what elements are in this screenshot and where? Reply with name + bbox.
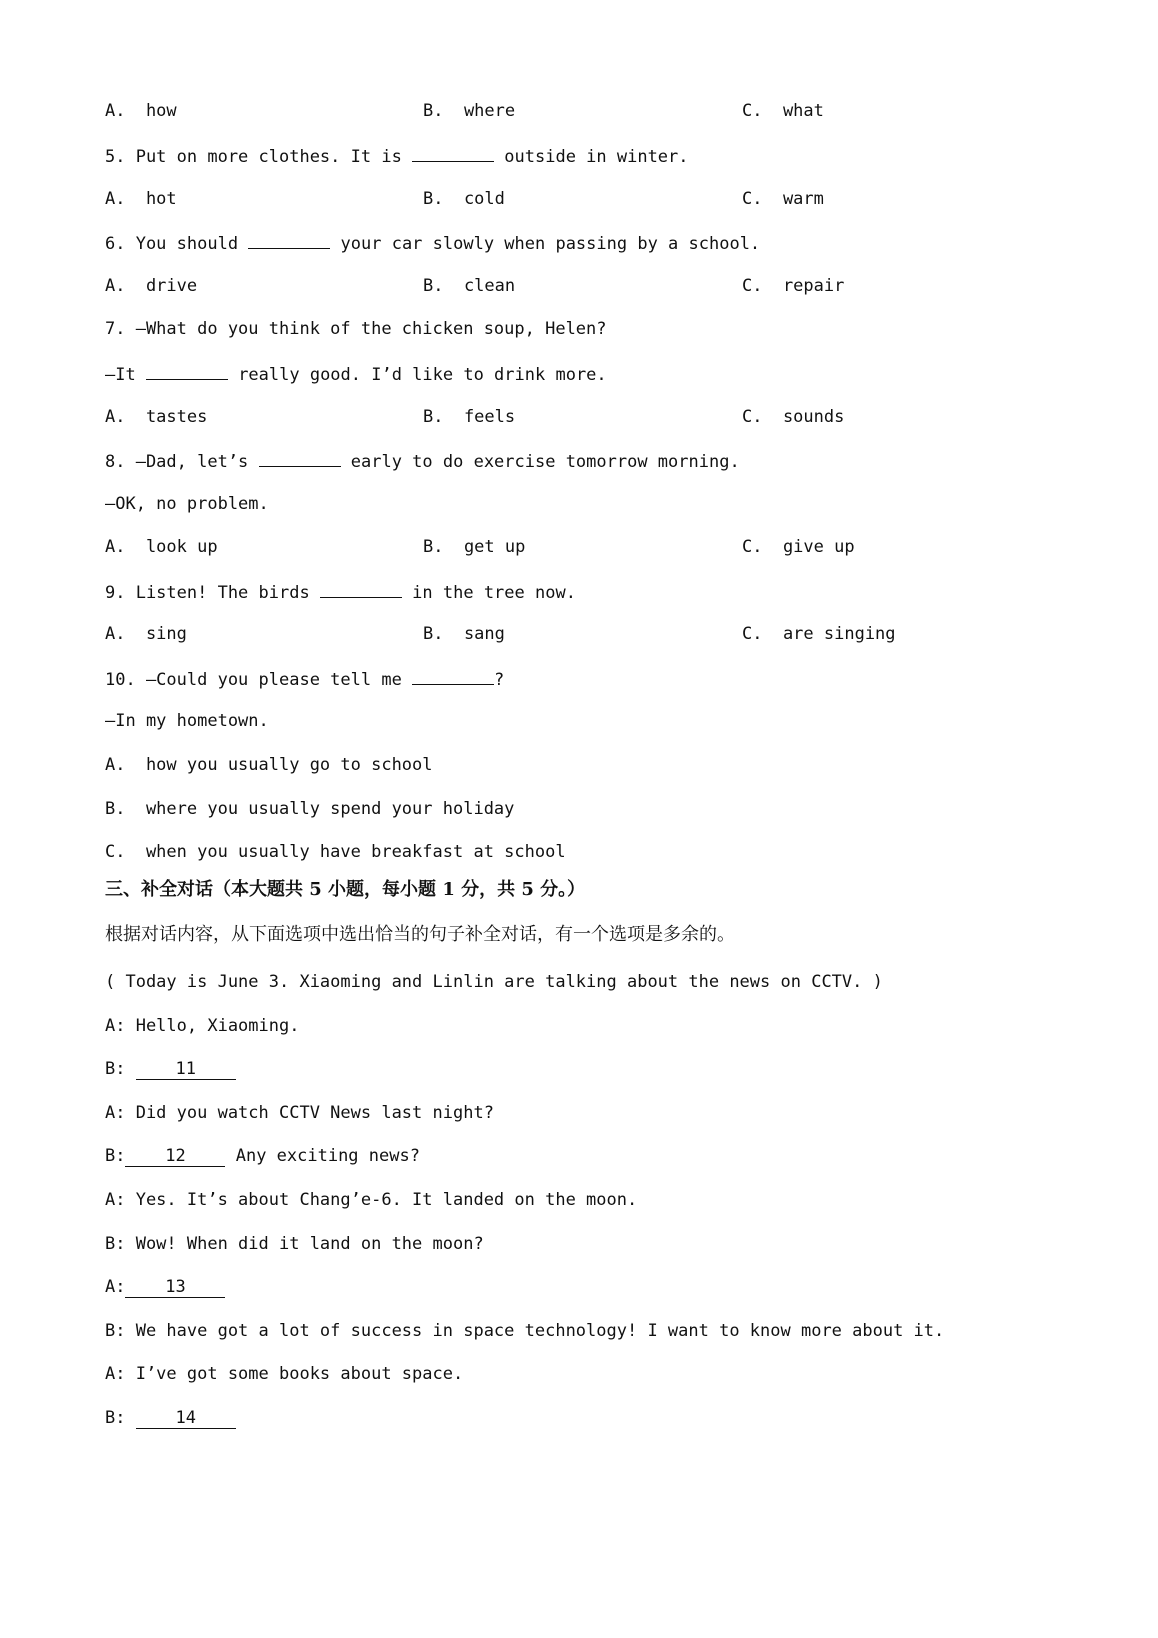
q7-option-a: A. tastes xyxy=(105,407,208,427)
dialogue-speaker-a: A: xyxy=(105,1277,126,1297)
q7-option-c: C. sounds xyxy=(742,407,845,427)
q9-stem xyxy=(105,580,576,604)
q8-option-b: B. get up xyxy=(423,537,526,557)
q6-blank xyxy=(248,231,330,249)
dialogue-line-6: B: Wow! When did it land on the moon? xyxy=(105,1234,484,1254)
q10-option-c: C. when you usually have breakfast at school xyxy=(105,842,566,862)
q6-stem xyxy=(105,231,760,255)
q5-text-before: 5. Put on more clothes. It is xyxy=(105,147,413,167)
q7-blank xyxy=(146,362,228,380)
q10-line1 xyxy=(105,667,504,691)
q5-option-b: B. cold xyxy=(423,189,505,209)
dialogue-line-8: B: We have got a lot of success in space technology! I want to know more about it. xyxy=(105,1321,945,1341)
q9-option-a: A. sing xyxy=(105,624,187,644)
q10-blank xyxy=(412,667,494,685)
dialogue-context: ( Today is June 3. Xiaoming and Linlin are talking about the news on CCTV. ) xyxy=(105,972,883,992)
q5-text-after: outside in winter. xyxy=(494,147,689,167)
q7-line2 xyxy=(105,362,607,386)
dialogue-speaker-b: B: xyxy=(105,1408,136,1428)
q4-option-a: A. how xyxy=(105,101,177,121)
q7-line1: 7. —What do you think of the chicken soup, Helen? xyxy=(105,319,607,339)
q5-option-a: A. hot xyxy=(105,189,177,209)
q6-text-before: 6. You should xyxy=(105,234,249,254)
q6-option-a: A. drive xyxy=(105,276,198,296)
q5-stem xyxy=(105,144,689,168)
q5-option-c: C. warm xyxy=(742,189,824,209)
dialogue-line-3: A: Did you watch CCTV News last night? xyxy=(105,1103,494,1123)
q10-text-before: 10. —Could you please tell me xyxy=(105,670,413,690)
dialogue-speaker-b: B: xyxy=(105,1146,126,1166)
q8-option-a: A. look up xyxy=(105,537,218,557)
q8-option-c: C. give up xyxy=(742,537,855,557)
q10-line2: —In my hometown. xyxy=(105,711,269,731)
q4-option-b: B. where xyxy=(423,101,516,121)
dialogue-line-4 xyxy=(105,1145,420,1167)
section3-instruction: 根据对话内容，从下面选项中选出恰当的句子补全对话，有一个选项是多余的。 xyxy=(105,924,735,945)
q9-option-b: B. sang xyxy=(423,624,505,644)
q10-option-b: B. where you usually spend your holiday xyxy=(105,799,515,819)
section3-heading: 三、补全对话（本大题共 5 小题，每小题 1 分，共 5 分。） xyxy=(105,879,586,900)
q5-blank xyxy=(412,144,494,162)
q9-text-before: 9. Listen! The birds xyxy=(105,583,320,603)
blank-13: 13 xyxy=(125,1277,225,1298)
dialogue-speaker-b: B: xyxy=(105,1059,136,1079)
q8-blank xyxy=(259,449,341,467)
q10-option-a: A. how you usually go to school xyxy=(105,755,433,775)
dialogue-line-1: A: Hello, Xiaoming. xyxy=(105,1016,300,1036)
q9-blank xyxy=(320,580,402,598)
q7-text-after: really good. I’d like to drink more. xyxy=(227,365,607,385)
dialogue-line-9: A: I’ve got some books about space. xyxy=(105,1364,464,1384)
q8-text-before: 8. —Dad, let’s xyxy=(105,452,259,472)
q9-text-after: in the tree now. xyxy=(401,583,576,603)
q4-option-c: C. what xyxy=(742,101,824,121)
q7-text-before: —It xyxy=(105,365,146,385)
dialogue-line-10 xyxy=(105,1407,236,1429)
q8-text-after: early to do exercise tomorrow morning. xyxy=(340,452,740,472)
q8-line1 xyxy=(105,449,740,473)
q7-option-b: B. feels xyxy=(423,407,516,427)
q8-line2: —OK, no problem. xyxy=(105,494,269,514)
q10-text-after: ? xyxy=(494,670,505,690)
dialogue-line-5: A: Yes. It’s about Chang’e-6. It landed on the moon. xyxy=(105,1190,638,1210)
dialogue-line-4-text: Any exciting news? xyxy=(225,1146,420,1166)
blank-12: 12 xyxy=(125,1146,225,1167)
blank-11: 11 xyxy=(136,1059,236,1080)
blank-14: 14 xyxy=(136,1408,236,1429)
dialogue-line-2 xyxy=(105,1058,236,1080)
q9-option-c: C. are singing xyxy=(742,624,896,644)
q6-option-c: C. repair xyxy=(742,276,845,296)
dialogue-line-7 xyxy=(105,1276,225,1298)
q6-option-b: B. clean xyxy=(423,276,516,296)
q6-text-after: your car slowly when passing by a school. xyxy=(330,234,761,254)
